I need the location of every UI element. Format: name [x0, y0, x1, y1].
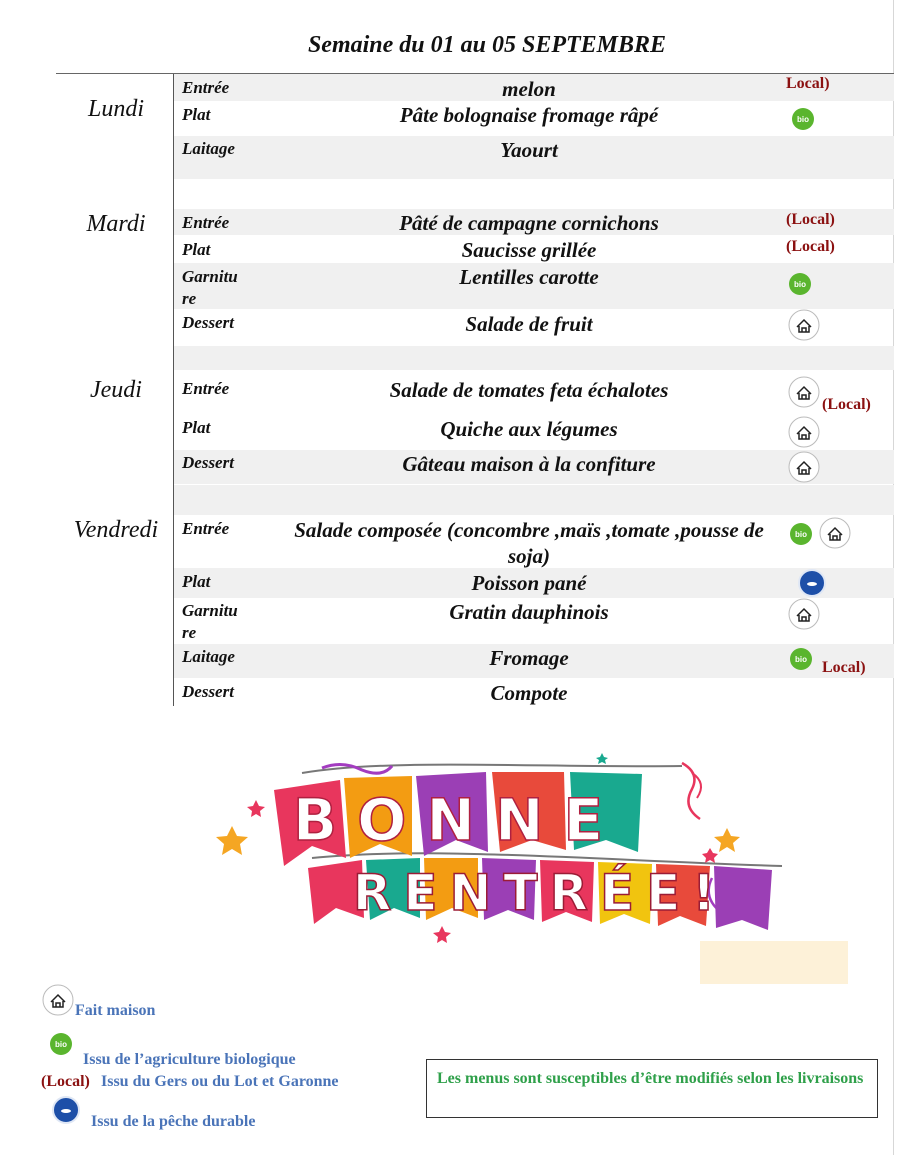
beige-block	[700, 941, 848, 984]
row-band	[174, 346, 894, 370]
day-label-vendredi: Vendredi	[73, 517, 159, 543]
fait-maison-icon	[788, 451, 820, 483]
local-tag: Local)	[822, 659, 866, 676]
fait-maison-icon	[42, 984, 74, 1016]
dish-name: Lentilles carotte	[459, 265, 599, 289]
local-tag: (Local)	[822, 396, 871, 413]
dish-name: Salade de fruit	[465, 312, 593, 336]
course-label: Plat	[182, 418, 211, 437]
dish-name: Quiche aux légumes	[440, 417, 618, 441]
bio-icon: bio	[792, 108, 814, 130]
fait-maison-icon	[788, 309, 820, 341]
dish-name: Fromage	[489, 646, 569, 670]
course-label: Dessert	[182, 682, 234, 701]
local-tag: (Local)	[786, 238, 835, 255]
dish-name: Poisson pané	[471, 571, 587, 595]
day-label-jeudi: Jeudi	[90, 377, 142, 403]
course-label: Dessert	[182, 453, 234, 472]
dish-name: Yaourt	[500, 138, 558, 162]
course-label: Entrée	[182, 519, 230, 538]
course-label: Entrée	[182, 78, 230, 97]
dish-name: Pâte bolognaise fromage râpé	[399, 103, 659, 127]
local-tag: (Local)	[786, 211, 835, 228]
course-label: Plat	[182, 105, 211, 124]
legend-local: Issu du Gers ou du Lot et Garonne	[101, 1073, 339, 1090]
course-label: Laitage	[182, 647, 235, 666]
bonne-rentree-banner	[212, 748, 802, 948]
dish-name: Salade de tomates feta échalotes	[389, 378, 669, 402]
day-label-lundi: Lundi	[87, 96, 144, 122]
day-label-mardi: Mardi	[86, 211, 146, 237]
banner-line-1: BONNE	[292, 786, 624, 854]
notice-box: Les menus sont susceptibles d’être modifiés selon les livraisons	[426, 1059, 878, 1118]
dish-name: Compote	[490, 681, 568, 705]
bio-icon: bio	[50, 1033, 72, 1055]
course-label: Entrée	[182, 379, 230, 398]
peche-durable-icon	[798, 569, 826, 597]
dish-name: melon	[502, 77, 556, 101]
bio-icon: bio	[790, 648, 812, 670]
course-label: Entrée	[182, 213, 230, 232]
banner-line-2: RENTRÉE!	[352, 864, 728, 922]
legend-peche: Issu de la pêche durable	[91, 1113, 256, 1130]
dish-name: Gâteau maison à la confiture	[402, 452, 656, 476]
course-label: Dessert	[182, 313, 234, 332]
bio-icon: bio	[789, 273, 811, 295]
legend-fait-maison: Fait maison	[75, 1002, 156, 1019]
dish-name: Salade composée (concombre ,maïs ,tomate ,pousse de soja)	[294, 518, 764, 568]
legend-bio: Issu de l’agriculture biologique	[83, 1051, 296, 1068]
course-label: Plat	[182, 240, 211, 259]
dish-name: Pâté de campagne cornichons	[399, 211, 659, 235]
dish-name: Saucisse grillée	[461, 238, 597, 262]
fait-maison-icon	[788, 598, 820, 630]
course-label: Laitage	[182, 139, 235, 158]
peche-durable-icon	[52, 1096, 80, 1124]
page-title: Semaine du 01 au 05 SEPTEMBRE	[307, 32, 667, 58]
row-band	[174, 485, 894, 515]
local-tag: Local)	[786, 75, 830, 92]
course-label: Garnitu re	[182, 601, 238, 642]
course-label: Plat	[182, 572, 211, 591]
fait-maison-icon	[788, 376, 820, 408]
dish-name: Gratin dauphinois	[449, 600, 609, 624]
course-label: Garnitu re	[182, 267, 238, 308]
bio-icon: bio	[790, 523, 812, 545]
legend-local-tag: (Local)	[41, 1073, 90, 1090]
fait-maison-icon	[819, 517, 851, 549]
fait-maison-icon	[788, 416, 820, 448]
